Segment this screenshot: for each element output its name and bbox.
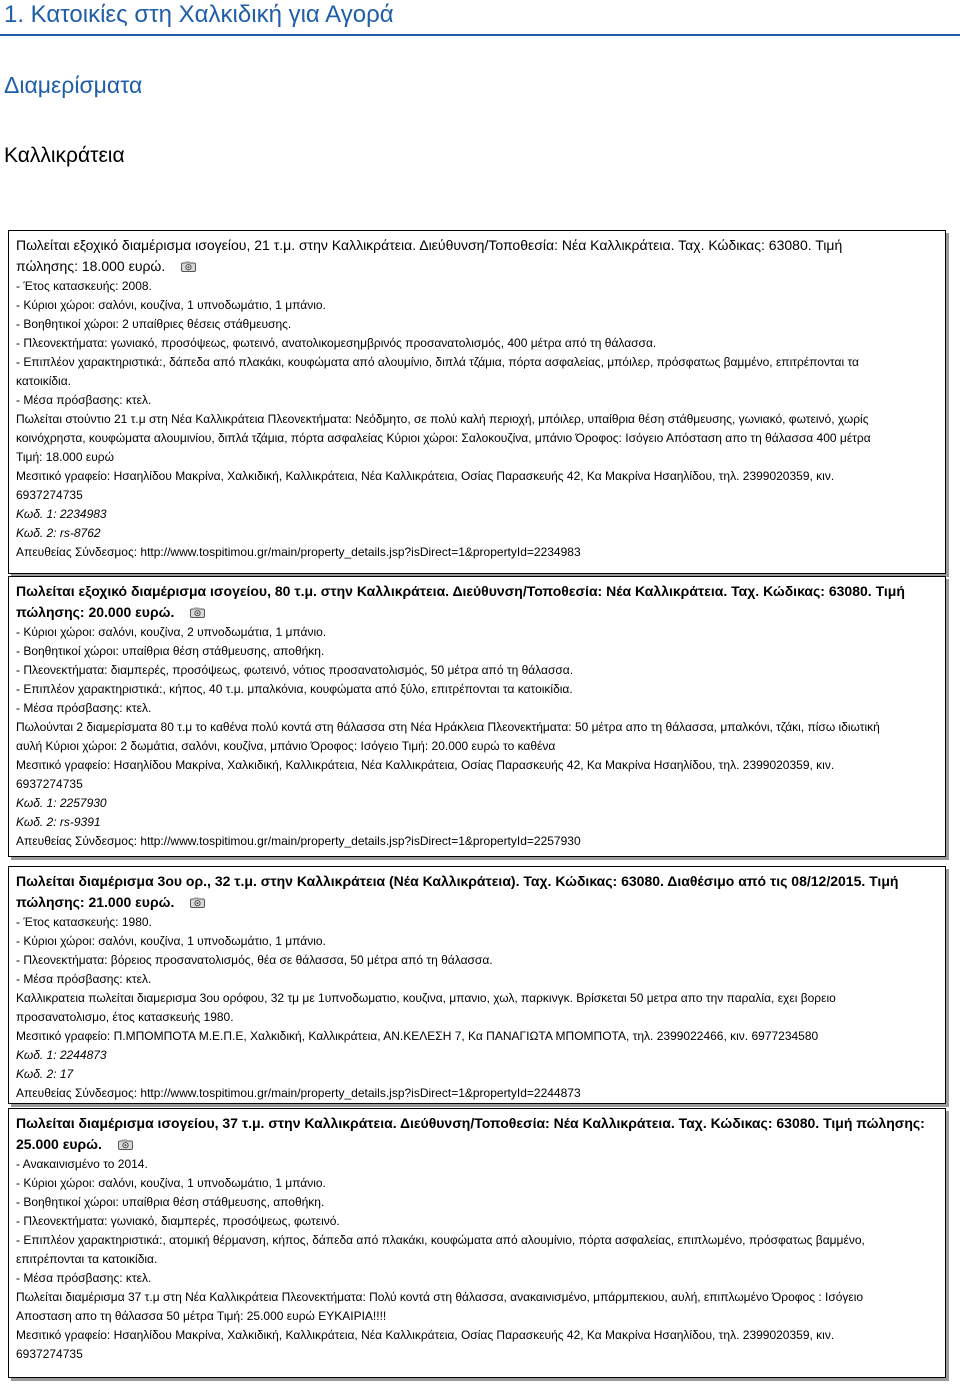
list-item: - Πλεονεκτήματα: γωνιακό, προσόψεως, φωτεινό, ανατολικομεσημβρινός προσανατολισμός, 400 μέτρα από τη θάλασσα. [16,336,657,350]
listing-price: πώλησης: 21.000 ευρώ. [16,892,937,913]
page-heading-2: Διαμερίσματα [4,72,143,98]
agency-text: Μεσιτικό γραφείο: Ησαηλίδου Μακρίνα, Χαλκιδική, Καλλικράτεια, Νέα Καλλικράτεια, Οσίας Παρασκευής 42, Κα Μακρίνα Ησαηλίδου, τηλ. 2399020359, κιν. [16,758,835,772]
direct-link[interactable]: Απευθείας Σύνδεσμος: http://www.tospitimou.gr/main/property_details.jsp?isDirect=1&propertyId=2244873 [16,1086,581,1100]
list-item: - Βοηθητικοί χώροι: υπαίθρια θέση στάθμευσης, αποθήκη. [16,1195,325,1209]
list-item: - Ανακαινισμένο το 2014. [16,1157,148,1171]
list-item: - Πλεονεκτήματα: βόρειος προσανατολισμός, θέα σε θάλασσα, 50 μέτρα από τη θάλασσα. [16,953,493,967]
direct-link[interactable]: Απευθείας Σύνδεσμος: http://www.tospitimou.gr/main/property_details.jsp?isDirect=1&propertyId=2234983 [16,545,581,559]
listing-price: πώλησης: 18.000 ευρώ. [16,256,937,277]
description-text: Αποσταση απο τη θάλασσα 50 μέτρα Τιμή: 25.000 ευρώ ΕΥΚΑΙΡΙΑ!!!! [16,1309,387,1323]
camera-icon[interactable] [181,261,196,272]
listing-card [8,866,946,1104]
list-item: - Επιπλέον χαρακτηριστικά:, ατομική θέρμανση, κήπος, δάπεδα από πλακάκι, κουφώματα από αλουμίνιο, πόρτα ασφαλείας, επιπλωμένο, πρόσφατως βαμμένο, [16,1233,865,1247]
list-item: - Κύριοι χώροι: σαλόνι, κουζίνα, 2 υπνοδωμάτια, 1 μπάνιο. [16,625,327,639]
listing-card [8,230,946,574]
agency-text: Μεσιτικό γραφείο: Ησαηλίδου Μακρίνα, Χαλκιδική, Καλλικράτεια, Νέα Καλλικράτεια, Οσίας Παρασκευής 42, Κα Μακρίνα Ησαηλίδου, τηλ. 2399020359, κιν. [16,469,835,483]
list-item: - Βοηθητικοί χώροι: 2 υπαίθριες θέσεις στάθμευσης. [16,317,292,331]
listing-title: Πωλείται διαμέρισμα ισογείου, 37 τ.μ. στην Καλλικράτεια. Διεύθυνση/Τοποθεσία: Νέα Καλλικράτεια. Ταχ. Κώδικας: 63080. Τιμή πώλησης: [16,1115,925,1131]
camera-icon[interactable] [118,1139,133,1150]
list-item: - Έτος κατασκευής: 1980. [16,915,152,929]
agency-text: Μεσιτικό γραφείο: Π.ΜΠΟΜΠΟΤΑ Μ.Ε.Π.Ε, Χαλκιδική, Καλλικράτεια, ΑΝ.ΚΕΛΕΣΗ 7, Κα ΠΑΝΑΓΙΩΤΑ ΜΠΟΜΠΟΤΑ, τηλ. 2399022466, κιν. 6977234580 [16,1029,819,1043]
agency-phone: 6937274735 [16,488,83,502]
page-heading-1: 1. Κατοικίες στη Χαλκιδική για Αγορά [4,1,394,28]
list-item: - Πλεονεκτήματα: γωνιακό, διαμπερές, προσόψεως, φωτεινό. [16,1214,340,1228]
listing-price: πώλησης: 20.000 ευρώ. [16,602,937,623]
list-item: - Μέσα πρόσβασης: κτελ. [16,972,152,986]
description-text: Πωλείται διαμέρισμα 37 τ.μ στη Νέα Καλλικράτεια Πλεονεκτήματα: Πολύ κοντά στη θάλασσα, ανακαινισμένο, μπάρμπεκιου, αυλή, επιπλωμένο Όροφος : Ισόγειο [16,1290,864,1304]
list-item: - Κύριοι χώροι: σαλόνι, κουζίνα, 1 υπνοδωμάτιο, 1 μπάνιο. [16,1176,326,1190]
description-text: Πωλούνται 2 διαμερίσματα 80 τ.μ το καθένα πολύ κοντά στη θάλασσα στη Νέα Ηράκλεια Πλεονεκτήματα: 50 μέτρα απο τη θάλασσα, μπαλκόνι, τζάκι, πίσω ιδιωτική [16,720,880,734]
description-text: προσανατολισμο, έτος κατασκευής 1980. [16,1010,234,1024]
list-item: - Μέσα πρόσβασης: κτελ. [16,701,152,715]
listing-card [8,576,946,857]
list-item: - Επιπλέον χαρακτηριστικά:, δάπεδα από πλακάκι, κουφώματα από αλουμίνιο, διπλά τζάμια, πόρτα ασφαλείας, μπόιλερ, πρόσφατως βαμμένο, επιτρέπονται τα [16,355,859,369]
code-2: Κωδ. 2: rs-9391 [16,815,101,829]
camera-icon[interactable] [190,607,205,618]
list-item: - Μέσα πρόσβασης: κτελ. [16,393,152,407]
description-text: αυλή Κύριοι χώροι: 2 δωμάτια, σαλόνι, κουζίνα, μπάνιο Όροφος: Ισόγειο Τιμή: 20.000 ευρώ το καθένα [16,739,556,753]
direct-link[interactable]: Απευθείας Σύνδεσμος: http://www.tospitimou.gr/main/property_details.jsp?isDirect=1&propertyId=2257930 [16,834,581,848]
list-item: - Πλεονεκτήματα: διαμπερές, προσόψεως, φωτεινό, νότιος προσανατολισμός, 50 μέτρα από τη θάλασσα. [16,663,574,677]
camera-icon[interactable] [190,897,205,908]
code-1: Κωδ. 1: 2257930 [16,796,107,810]
code-2: Κωδ. 2: 17 [16,1067,74,1081]
heading-rule [0,34,960,36]
listing-card [8,1108,946,1378]
listing-title: Πωλείται διαμέρισμα 3ου ορ., 32 τ.μ. στην Καλλικράτεια (Νέα Καλλικράτεια). Ταχ. Κώδικας: 63080. Διαθέσιμο από τις 08/12/2015. Τιμή [16,873,899,889]
description-text: Καλλικρατεια πωλείται διαμερισμα 3ου ορόφου, 32 τμ με 1υπνοδωματιο, κουζινα, μπανιο, χωλ, παρκινγκ. Βρίσκεται 50 μετρα απο την παραλία, εχει βορειο [16,991,836,1005]
agency-phone: 6937274735 [16,777,83,791]
list-item: - Κύριοι χώροι: σαλόνι, κουζίνα, 1 υπνοδωμάτιο, 1 μπάνιο. [16,934,326,948]
listing-title: Πωλείται εξοχικό διαμέρισμα ισογείου, 21 τ.μ. στην Καλλικράτεια. Διεύθυνση/Τοποθεσία: Νέα Καλλικράτεια. Ταχ. Κώδικας: 63080. Τιμή [16,237,843,253]
code-1: Κωδ. 1: 2234983 [16,507,107,521]
listing-price: 25.000 ευρώ. [16,1134,937,1155]
list-item: - Μέσα πρόσβασης: κτελ. [16,1271,152,1285]
list-item: κατοικίδια. [16,374,71,388]
listing-title: Πωλείται εξοχικό διαμέρισμα ισογείου, 80 τ.μ. στην Καλλικράτεια. Διεύθυνση/Τοποθεσία: Νέα Καλλικράτεια. Ταχ. Κώδικας: 63080. Τιμή [16,583,905,599]
description-text: κοινόχρηστα, κουφώματα αλουμινίου, διπλά τζάμια, πόρτα ασφαλείας Κύριοι χώροι: Σαλοκουζίνα, μπάνιο Όροφος: Ισόγειο Απόσταση απο τη θάλασσα 400 μέτρα [16,431,871,445]
agency-text: Μεσιτικό γραφείο: Ησαηλίδου Μακρίνα, Χαλκιδική, Καλλικράτεια, Νέα Καλλικράτεια, Οσίας Παρασκευής 42, Κα Μακρίνα Ησαηλίδου, τηλ. 2399020359, κιν. [16,1328,835,1342]
code-1: Κωδ. 1: 2244873 [16,1048,107,1062]
list-item: - Επιπλέον χαρακτηριστικά:, κήπος, 40 τ.μ. μπαλκόνια, κουφώματα από ξύλο, επιτρέπονται τα κατοικίδια. [16,682,573,696]
list-item: - Βοηθητικοί χώροι: υπαίθρια θέση στάθμευσης, αποθήκη. [16,644,325,658]
description-text: Τιμή: 18.000 ευρώ [16,450,114,464]
page-heading-3: Καλλικράτεια [4,144,125,167]
list-item: επιτρέπονται τα κατοικίδια. [16,1252,158,1266]
description-text: Πωλείται στούντιο 21 τ.μ στη Νέα Καλλικράτεια Πλεονεκτήματα: Νεόδμητο, σε πολύ καλή περιοχή, μπόιλερ, υπαίθρια θέση στάθμευσης, γωνιακό, φωτεινό, χωρίς [16,412,869,426]
list-item: - Κύριοι χώροι: σαλόνι, κουζίνα, 1 υπνοδωμάτιο, 1 μπάνιο. [16,298,326,312]
agency-phone: 6937274735 [16,1347,83,1361]
code-2: Κωδ. 2: rs-8762 [16,526,101,540]
list-item: - Έτος κατασκευής: 2008. [16,279,152,293]
